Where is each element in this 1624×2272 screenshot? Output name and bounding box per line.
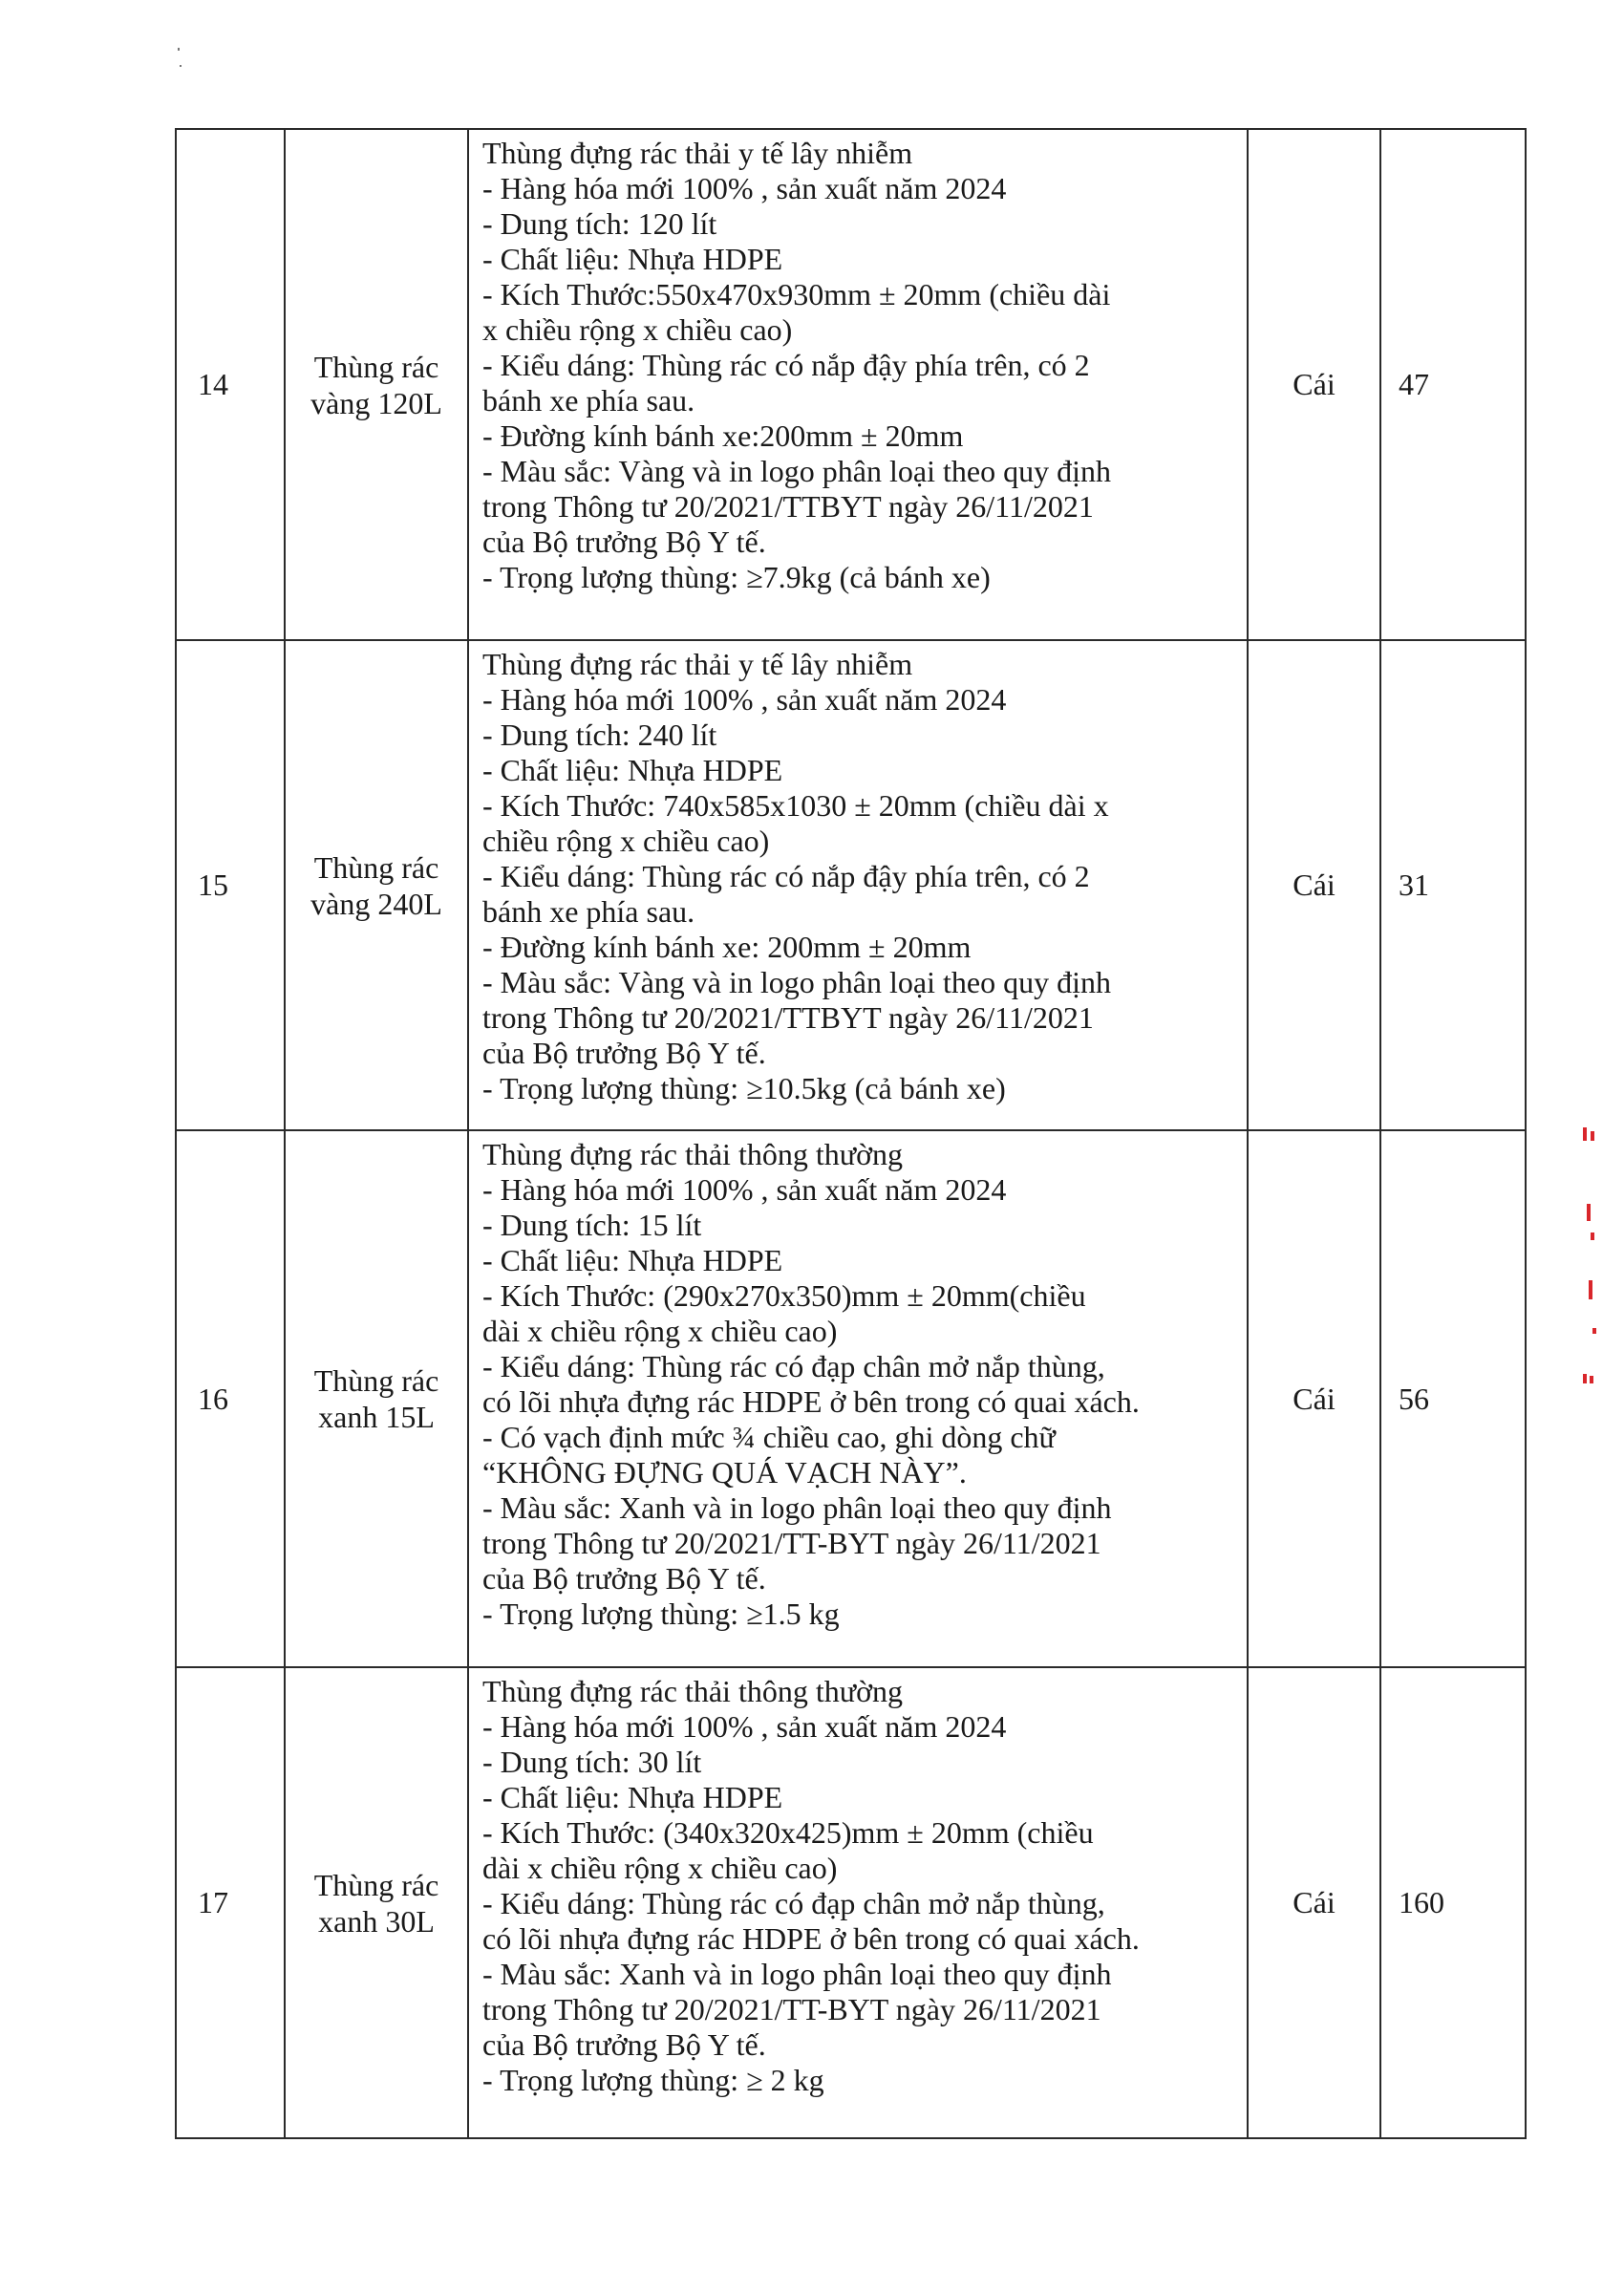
description-line: dài x chiều rộng x chiều cao) (482, 1314, 838, 1348)
description-line: - Trọng lượng thùng: ≥1.5 kg (482, 1597, 840, 1631)
quantity-cell (1380, 1667, 1526, 2138)
description-line: trong Thông tư 20/2021/TT-BYT ngày 26/11/2021 (482, 1992, 1101, 2026)
quantity-cell (1380, 640, 1526, 1130)
description-line: Thùng đựng rác thải y tế lây nhiễm (482, 647, 913, 681)
description-line: - Màu sắc: Vàng và in logo phân loại theo quy định (482, 965, 1111, 999)
quantity-value: 31 (1399, 868, 1429, 902)
description-line: có lõi nhựa đựng rác HDPE ở bên trong có quai xách. (482, 1384, 1140, 1419)
description-line: trong Thông tư 20/2021/TT-BYT ngày 26/11/2021 (482, 1526, 1101, 1560)
description-line: dài x chiều rộng x chiều cao) (482, 1851, 838, 1885)
description-line: của Bộ trưởng Bộ Y tế. (482, 1561, 766, 1596)
description-line: bánh xe phía sau. (482, 894, 695, 929)
quantity-cell (1380, 1130, 1526, 1667)
description-line: - Dung tích: 15 lít (482, 1208, 702, 1242)
quantity-value: 47 (1399, 367, 1429, 401)
description-line: - Hàng hóa mới 100% , sản xuất năm 2024 (482, 171, 1007, 205)
row-number-cell (176, 129, 285, 640)
description-line: - Kích Thước:550x470x930mm ± 20mm (chiều dài (482, 277, 1111, 311)
description-line: - Dung tích: 30 lít (482, 1745, 702, 1779)
description-line: - Chất liệu: Nhựa HDPE (482, 242, 783, 276)
description-line: - Dung tích: 240 lít (482, 718, 717, 752)
table-row (176, 1130, 1526, 1667)
row-number: 14 (198, 367, 228, 401)
description-line: - Chất liệu: Nhựa HDPE (482, 1780, 783, 1814)
description-line: - Dung tích: 120 lít (482, 206, 717, 241)
description-line: có lõi nhựa đựng rác HDPE ở bên trong có quai xách. (482, 1921, 1140, 1956)
product-name-line: xanh 15L (318, 1400, 435, 1434)
row-number: 17 (198, 1885, 228, 1919)
product-description-cell (468, 1667, 1248, 2138)
description-line: - Đường kính bánh xe: 200mm ± 20mm (482, 930, 972, 964)
product-name-line: Thùng rác (313, 849, 439, 885)
description-line: - Trọng lượng thùng: ≥7.9kg (cả bánh xe) (482, 560, 991, 594)
product-name-line: Thùng rác (313, 1363, 439, 1398)
product-name-cell (285, 129, 468, 640)
row-number: 16 (198, 1381, 228, 1416)
description-line: - Chất liệu: Nhựa HDPE (482, 1243, 783, 1277)
description-line: chiều rộng x chiều cao) (482, 824, 770, 858)
quantity-cell (1380, 129, 1526, 640)
product-description-cell (468, 129, 1248, 640)
product-name-cell (285, 1130, 468, 1667)
description-line: của Bộ trưởng Bộ Y tế. (482, 1036, 766, 1070)
product-description-cell (468, 640, 1248, 1130)
product-description-cell (468, 1130, 1248, 1667)
description-line: - Kích Thước: 740x585x1030 ± 20mm (chiều dài x (482, 788, 1109, 823)
description-line: - Đường kính bánh xe:200mm ± 20mm (482, 418, 964, 453)
table-row (176, 640, 1526, 1130)
product-spec-table (175, 128, 1527, 2139)
product-name-line: xanh 30L (318, 1903, 435, 1939)
product-name-line: vàng 120L (310, 385, 442, 420)
red-stamp-edge-marks (1581, 1127, 1600, 1395)
description-line: - Kiểu dáng: Thùng rác có nắp đậy phía trên, có 2 (482, 859, 1090, 893)
unit-cell: Cái (1248, 1667, 1380, 2138)
description-line: - Hàng hóa mới 100% , sản xuất năm 2024 (482, 682, 1007, 717)
description-line: Thùng đựng rác thải y tế lây nhiễm (482, 136, 913, 170)
description-line: x chiều rộng x chiều cao) (482, 312, 793, 347)
description-line: - Kiểu dáng: Thùng rác có đạp chân mở nắp thùng, (482, 1886, 1105, 1920)
description-line: của Bộ trưởng Bộ Y tế. (482, 525, 766, 559)
row-number-cell (176, 1667, 285, 2138)
description-line: - Trọng lượng thùng: ≥ 2 kg (482, 2063, 824, 2097)
description-line: trong Thông tư 20/2021/TTBYT ngày 26/11/2021 (482, 489, 1094, 524)
description-line: - Kích Thước: (290x270x350)mm ± 20mm(chiều (482, 1278, 1086, 1313)
product-name-cell (285, 640, 468, 1130)
product-name-line: vàng 240L (310, 886, 442, 921)
description-line: trong Thông tư 20/2021/TTBYT ngày 26/11/2021 (482, 1000, 1094, 1035)
product-name-line: Thùng rác (313, 1867, 439, 1902)
description-line: - Kích Thước: (340x320x425)mm ± 20mm (chiều (482, 1815, 1094, 1850)
quantity-value: 56 (1399, 1381, 1429, 1416)
description-line: - Màu sắc: Xanh và in logo phân loại theo quy định (482, 1490, 1112, 1525)
description-line: - Hàng hóa mới 100% , sản xuất năm 2024 (482, 1709, 1007, 1744)
row-number-cell (176, 640, 285, 1130)
product-name-line: Thùng rác (313, 349, 439, 384)
description-line: Thùng đựng rác thải thông thường (482, 1674, 903, 1708)
description-line: “KHÔNG ĐỰNG QUÁ VẠCH NÀY”. (482, 1455, 967, 1490)
product-name-cell (285, 1667, 468, 2138)
row-number-cell (176, 1130, 285, 1667)
unit-cell: Cái (1248, 1130, 1380, 1667)
description-line: - Hàng hóa mới 100% , sản xuất năm 2024 (482, 1172, 1007, 1207)
description-line: bánh xe phía sau. (482, 383, 695, 418)
description-line: - Kiểu dáng: Thùng rác có nắp đậy phía trên, có 2 (482, 348, 1090, 382)
description-line: - Chất liệu: Nhựa HDPE (482, 753, 783, 787)
table-row (176, 129, 1526, 640)
description-line: - Màu sắc: Xanh và in logo phân loại theo quy định (482, 1957, 1112, 1991)
description-line: - Trọng lượng thùng: ≥10.5kg (cả bánh xe) (482, 1071, 1006, 1105)
unit-cell: Cái (1248, 640, 1380, 1130)
table-row (176, 1667, 1526, 2138)
row-number: 15 (198, 868, 228, 902)
quantity-value: 160 (1399, 1885, 1444, 1919)
description-line: - Màu sắc: Vàng và in logo phân loại theo quy định (482, 454, 1111, 488)
scan-speck (180, 65, 182, 67)
description-line: - Có vạch định mức ¾ chiều cao, ghi dòng chữ (482, 1420, 1056, 1454)
scan-speck (178, 48, 180, 51)
unit-cell: Cái (1248, 129, 1380, 640)
description-line: của Bộ trưởng Bộ Y tế. (482, 2027, 766, 2062)
description-line: Thùng đựng rác thải thông thường (482, 1137, 903, 1171)
description-line: - Kiểu dáng: Thùng rác có đạp chân mở nắp thùng, (482, 1349, 1105, 1383)
